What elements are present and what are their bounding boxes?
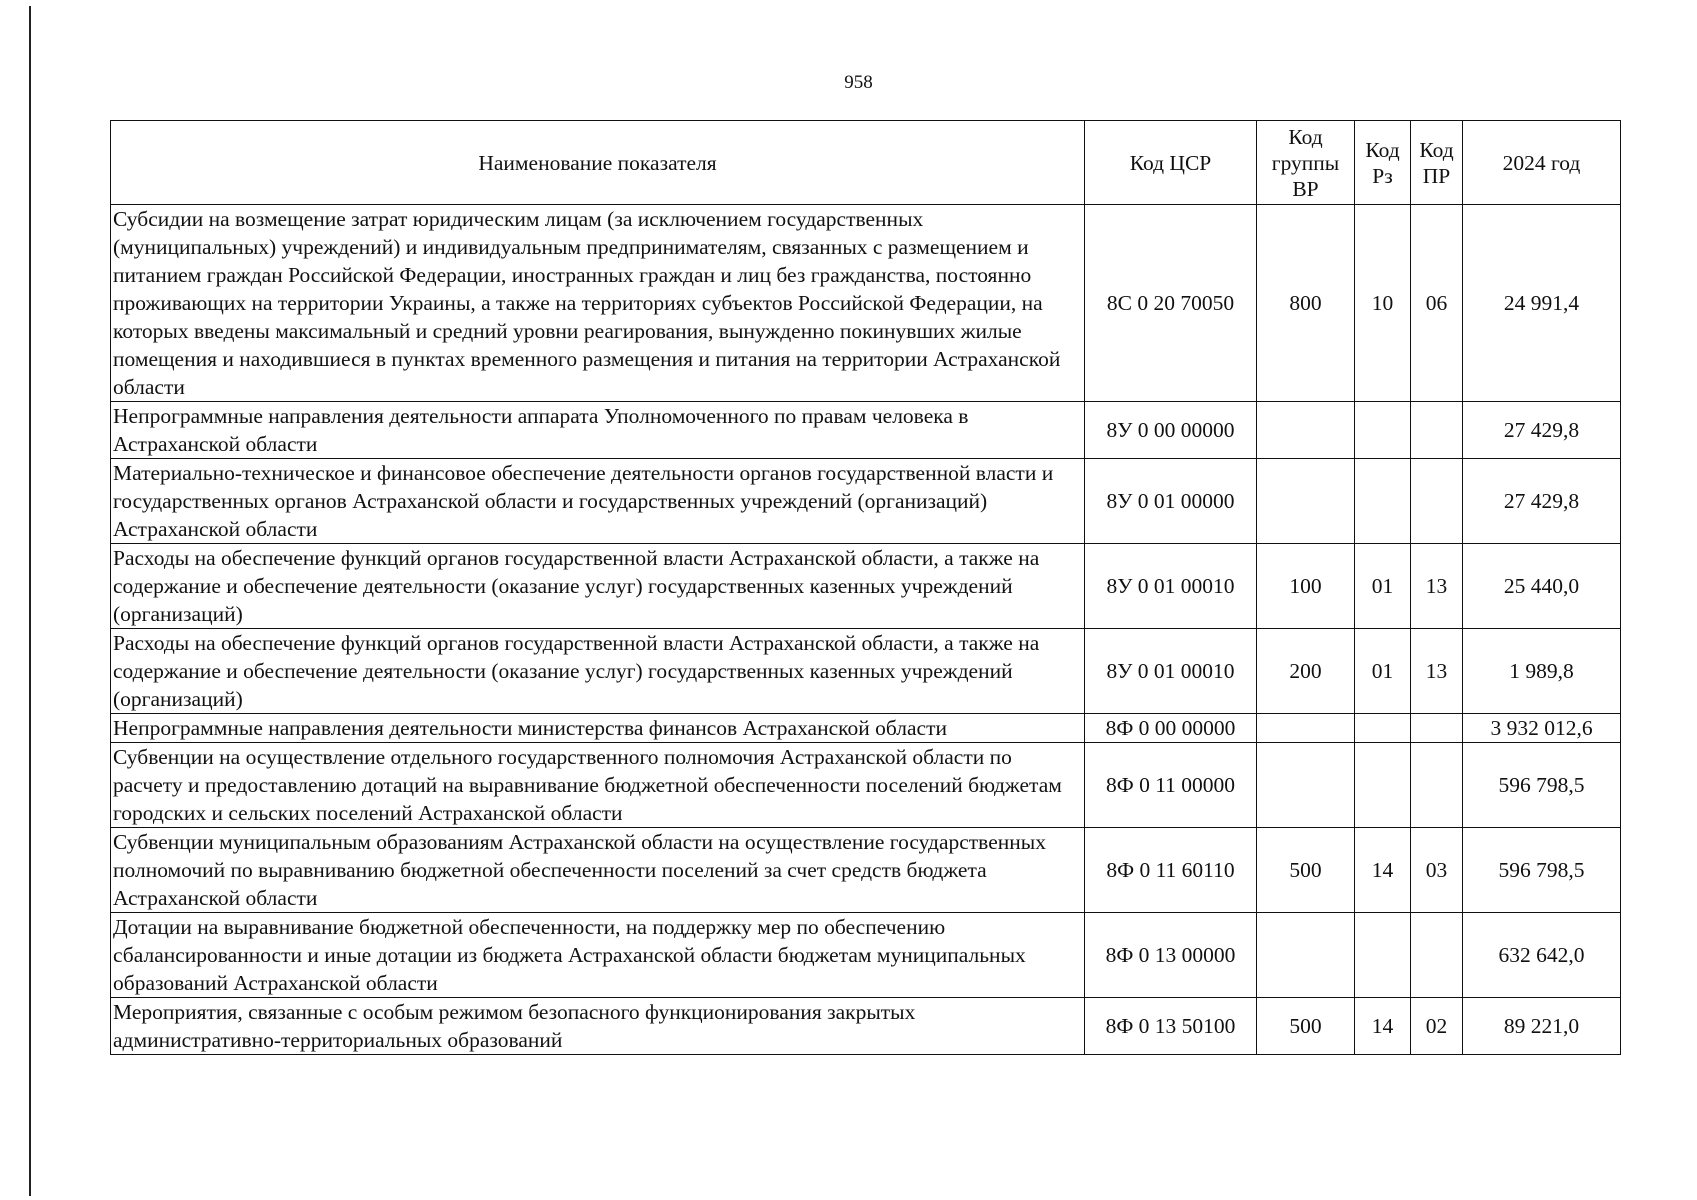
row-pr: 02 [1411, 998, 1463, 1055]
table-row [111, 913, 1621, 998]
scan-edge-line [29, 6, 31, 1196]
row-name: Расходы на обеспечение функций органов государственной власти Астраханской области, а также на содержание и обеспечение деятельности (оказание услуг) государственных казенных учреждений (организаций) [111, 544, 1085, 629]
row-rz [1355, 459, 1411, 544]
row-csr: 8С 0 20 70050 [1085, 205, 1257, 402]
row-amount: 632 642,0 [1463, 913, 1621, 998]
row-name: Расходы на обеспечение функций органов государственной власти Астраханской области, а также на содержание и обеспечение деятельности (оказание услуг) государственных казенных учреждений (организаций) [111, 629, 1085, 714]
row-amount: 27 429,8 [1463, 459, 1621, 544]
table-header [111, 121, 1621, 205]
table-row [111, 544, 1621, 629]
table-row [111, 828, 1621, 913]
row-vr [1257, 402, 1355, 459]
row-amount: 1 989,8 [1463, 629, 1621, 714]
row-name: Непрограммные направления деятельности аппарата Уполномоченного по правам человека в Астраханской области [111, 402, 1085, 459]
row-pr [1411, 913, 1463, 998]
row-csr: 8Ф 0 00 00000 [1085, 714, 1257, 743]
row-amount: 27 429,8 [1463, 402, 1621, 459]
row-vr: 200 [1257, 629, 1355, 714]
row-rz [1355, 743, 1411, 828]
row-rz [1355, 402, 1411, 459]
header-pr: Код ПР [1411, 121, 1463, 205]
header-csr: Код ЦСР [1085, 121, 1257, 205]
budget-table [110, 120, 1621, 1055]
row-name: Непрограммные направления деятельности министерства финансов Астраханской области [111, 714, 1085, 743]
row-pr: 03 [1411, 828, 1463, 913]
row-vr [1257, 714, 1355, 743]
row-name: Субсидии на возмещение затрат юридическим лицам (за исключением государственных (муниципальных) учреждений) и индивидуальным предпринимателям, связанных с размещением и питанием граждан Российской Федерации, иностранных граждан и лиц без гражданства, постоянно проживающих на территории Украины, а также на территориях субъектов Российской Федерации, на которых введены максимальный и средний уровни реагирования, вынужденно покинувших жилые помещения и находившиеся в пунктах временного размещения и питания на территории Астраханской области [111, 205, 1085, 402]
table-row [111, 629, 1621, 714]
row-vr [1257, 743, 1355, 828]
row-pr [1411, 402, 1463, 459]
row-name: Субвенции муниципальным образованиям Астраханской области на осуществление государственных полномочий по выравниванию бюджетной обеспеченности поселений за счет средств бюджета Астраханской области [111, 828, 1085, 913]
row-vr: 100 [1257, 544, 1355, 629]
row-pr: 13 [1411, 629, 1463, 714]
table-row [111, 714, 1621, 743]
row-rz: 10 [1355, 205, 1411, 402]
table-row [111, 998, 1621, 1055]
row-pr: 13 [1411, 544, 1463, 629]
header-year: 2024 год [1463, 121, 1621, 205]
row-pr [1411, 743, 1463, 828]
row-name: Материально-техническое и финансовое обеспечение деятельности органов государственной власти и государственных органов Астраханской области и государственных учреждений (организаций) Астраханской области [111, 459, 1085, 544]
row-csr: 8Ф 0 11 00000 [1085, 743, 1257, 828]
header-vr: Код группы ВР [1257, 121, 1355, 205]
header-name: Наименование показателя [111, 121, 1085, 205]
row-name: Субвенции на осуществление отдельного государственного полномочия Астраханской области по расчету и предоставлению дотаций на выравнивание бюджетной обеспеченности поселений бюджетам городских и сельских поселений Астраханской области [111, 743, 1085, 828]
row-amount: 3 932 012,6 [1463, 714, 1621, 743]
row-csr: 8Ф 0 13 50100 [1085, 998, 1257, 1055]
table-row [111, 743, 1621, 828]
row-amount: 25 440,0 [1463, 544, 1621, 629]
row-pr: 06 [1411, 205, 1463, 402]
page-number: 958 [844, 72, 873, 93]
row-amount: 24 991,4 [1463, 205, 1621, 402]
row-vr [1257, 459, 1355, 544]
row-pr [1411, 459, 1463, 544]
row-name: Дотации на выравнивание бюджетной обеспеченности, на поддержку мер по обеспечению сбалансированности и иные дотации из бюджета Астраханской области бюджетам муниципальных образований Астраханской области [111, 913, 1085, 998]
row-pr [1411, 714, 1463, 743]
row-csr: 8У 0 01 00000 [1085, 459, 1257, 544]
row-csr: 8Ф 0 13 00000 [1085, 913, 1257, 998]
row-csr: 8У 0 01 00010 [1085, 629, 1257, 714]
row-csr: 8Ф 0 11 60110 [1085, 828, 1257, 913]
row-vr [1257, 913, 1355, 998]
row-rz: 14 [1355, 998, 1411, 1055]
table-row [111, 459, 1621, 544]
row-rz: 14 [1355, 828, 1411, 913]
row-vr: 800 [1257, 205, 1355, 402]
table-body [111, 205, 1621, 1055]
row-amount: 89 221,0 [1463, 998, 1621, 1055]
row-csr: 8У 0 01 00010 [1085, 544, 1257, 629]
header-rz: Код Рз [1355, 121, 1411, 205]
row-name: Мероприятия, связанные с особым режимом безопасного функционирования закрытых административно-территориальных образований [111, 998, 1085, 1055]
row-rz [1355, 714, 1411, 743]
row-vr: 500 [1257, 828, 1355, 913]
header-row [111, 121, 1621, 205]
row-rz: 01 [1355, 544, 1411, 629]
row-amount: 596 798,5 [1463, 828, 1621, 913]
row-amount: 596 798,5 [1463, 743, 1621, 828]
row-rz: 01 [1355, 629, 1411, 714]
table-row [111, 205, 1621, 402]
table-row [111, 402, 1621, 459]
row-rz [1355, 913, 1411, 998]
row-vr: 500 [1257, 998, 1355, 1055]
row-csr: 8У 0 00 00000 [1085, 402, 1257, 459]
